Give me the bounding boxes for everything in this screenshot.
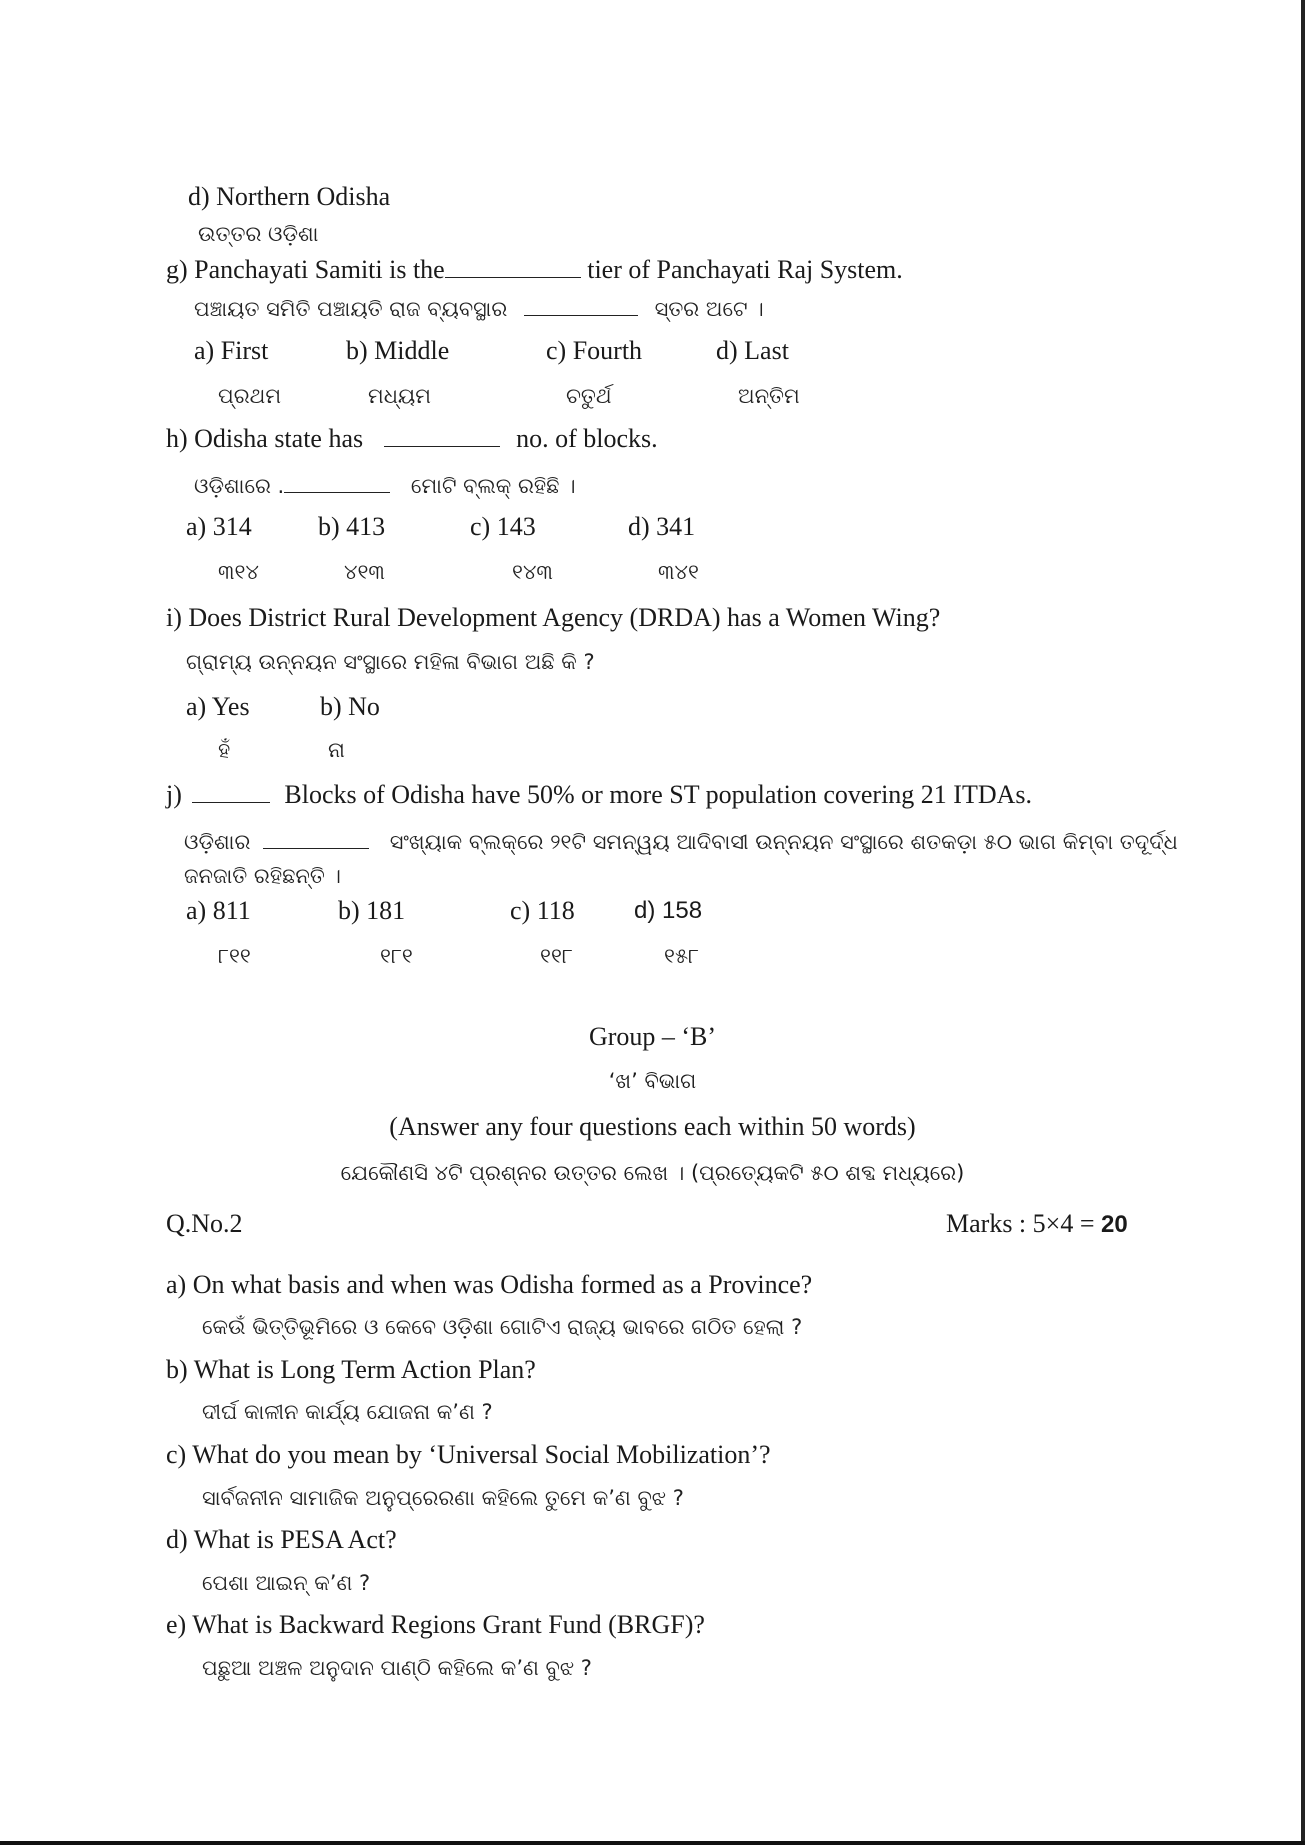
answer-blank — [384, 424, 500, 447]
option-j-c: c) 118 — [510, 896, 575, 925]
option-j-c-odia: ୧୧୮ — [540, 944, 573, 968]
question-j: j) Blocks of Odisha have 50% or more ST population covering 21 ITDAs. — [166, 780, 1033, 809]
section-title-odia: ‘ଖ’ ବିଭାଗ — [608, 1069, 697, 1093]
q2-item-e-odia: ପଛୁଆ ଅଞ୍ଚଳ ଅନୁଦାନ ପାଣ୍ଠି କହିଲେ କ’ଣ ବୁଝ ? — [202, 1656, 592, 1680]
question-j-odia-line2: ଜନଜାତି ରହିଛନ୍ତି । — [184, 864, 341, 888]
option-i-a-odia: ହଁ — [218, 738, 231, 762]
option-h-d-odia: ୩୪୧ — [658, 560, 699, 584]
question-h: h) Odisha state has no. of blocks. — [166, 424, 658, 453]
option-g-d-odia: ଅନ୍ତିମ — [738, 384, 800, 408]
answer-blank — [263, 826, 369, 849]
option-h-b-odia: ୪୧୩ — [344, 560, 385, 584]
scan-edge-bottom — [0, 1841, 1305, 1845]
option-i-b: b) No — [320, 692, 380, 721]
question-g-post: tier of Panchayati Raj System. — [587, 255, 903, 284]
option-i-a: a) Yes — [186, 692, 250, 721]
option-j-a: a) 811 — [186, 896, 251, 925]
option-h-c: c) 143 — [470, 512, 536, 541]
q2-item-b: b) What is Long Term Action Plan? — [166, 1355, 536, 1384]
option-j-d-odia: ୧୫୮ — [664, 944, 700, 968]
section-instruction-odia: ଯେକୌଣସି ୪ଟି ପ୍ରଶ୍ନର ଉତ୍ତର ଲେଖ । (ପ୍ରତ୍ୟେକଟି ୫୦ ଶବ୍ଦ ମଧ୍ୟରେ) — [340, 1161, 965, 1185]
option-j-b-odia: ୧୮୧ — [380, 944, 413, 968]
question-h-odia: ଓଡ଼ିଶାରେ . ମୋଟି ବ୍ଲକ୍ ରହିଛି । — [194, 470, 576, 500]
q2-item-a: a) On what basis and when was Odisha formed as a Province? — [166, 1270, 813, 1299]
option-g-a: a) First — [194, 336, 269, 365]
question-g — [166, 255, 903, 285]
question-i: i) Does District Rural Development Agency (DRDA) has a Women Wing? — [166, 603, 941, 632]
option-d-odia: ଉତ୍ତର ଓଡ଼ିଶା — [198, 222, 319, 246]
option-j-b: b) 181 — [338, 896, 406, 925]
question-g-pre: g) Panchayati Samiti is the — [166, 255, 445, 284]
q2-item-e: e) What is Backward Regions Grant Fund (BRGF)? — [166, 1610, 705, 1639]
q2-item-b-odia: ଦୀର୍ଘ କାଳୀନ କାର୍ଯ୍ୟ ଯୋଜନା କ’ଣ ? — [202, 1400, 493, 1424]
option-g-c: c) Fourth — [546, 336, 643, 365]
q2-item-d-odia: ପେଶା ଆଇନ୍ କ’ଣ ? — [202, 1571, 371, 1595]
q2-item-c-odia: ସାର୍ବଜନୀନ ସାମାଜିକ ଅନୁପ୍ରେରଣା କହିଲେ ତୁମେ କ’ଣ ବୁଝ ? — [202, 1486, 684, 1510]
q2-item-c: c) What do you mean by ‘Universal Social Mobilization’? — [166, 1440, 771, 1469]
question-g-odia: ପଞ୍ଚାୟତ ସମିତି ପଞ୍ଚାୟତି ରାଜ ବ୍ୟବସ୍ଥାର ସ୍ତର ଅଟେ । — [194, 293, 764, 323]
question-j-odia: ଓଡ଼ିଶାର ସଂଖ୍ୟାକ ବ୍ଲକ୍‌ରେ ୨୧ଟି ସମନ୍ୱୟ ଆଦିବାସୀ ଉନ୍ନୟନ ସଂସ୍ଥାରେ ଶତକଡ଼ା ୫୦ ଭାଗ କିମ୍ବା ତଦୂର୍ଦ୍ଧ — [184, 826, 1178, 856]
option-g-c-odia: ଚତୁର୍ଥ — [566, 384, 612, 408]
q2-item-a-odia: କେଉଁ ଭିତ୍ତିଭୂମିରେ ଓ କେବେ ଓଡ଼ିଶା ଗୋଟିଏ ରାଜ୍ୟ ଭାବରେ ଗଠିତ ହେଲା ? — [202, 1315, 803, 1339]
answer-blank — [445, 255, 581, 278]
option-g-d: d) Last — [716, 336, 789, 365]
scan-edge-right — [1301, 0, 1305, 1845]
question-number: Q.No.2 — [166, 1209, 243, 1238]
option-j-a-odia: ୮୧୧ — [218, 944, 251, 968]
option-h-a: a) 314 — [186, 512, 252, 541]
option-g-b-odia: ମଧ୍ୟମ — [368, 384, 431, 408]
answer-blank — [284, 470, 390, 493]
q2-item-d: d) What is PESA Act? — [166, 1525, 397, 1554]
marks: Marks : 5×4 = 20 — [946, 1209, 1128, 1238]
question-i-odia: ଗ୍ରାମ୍ୟ ଉନ୍ନୟନ ସଂସ୍ଥାରେ ମହିଳା ବିଭାଗ ଅଛି କି ? — [186, 650, 595, 674]
option-h-c-odia: ୧୪୩ — [512, 560, 553, 584]
option-j-d: d) 158 — [634, 897, 703, 924]
option-h-a-odia: ୩୧୪ — [218, 560, 259, 584]
option-d-text: d) Northern Odisha — [188, 182, 391, 211]
option-g-a-odia: ପ୍ରଥମ — [218, 384, 282, 408]
option-h-d: d) 341 — [628, 512, 696, 541]
option-i-b-odia: ନା — [328, 738, 345, 762]
answer-blank — [524, 293, 638, 316]
option-g-b: b) Middle — [346, 336, 450, 365]
section-instruction: (Answer any four questions each within 50 words) — [389, 1112, 916, 1141]
option-h-b: b) 413 — [318, 512, 386, 541]
section-title: Group – ‘B’ — [588, 1022, 717, 1051]
answer-blank — [192, 780, 270, 803]
